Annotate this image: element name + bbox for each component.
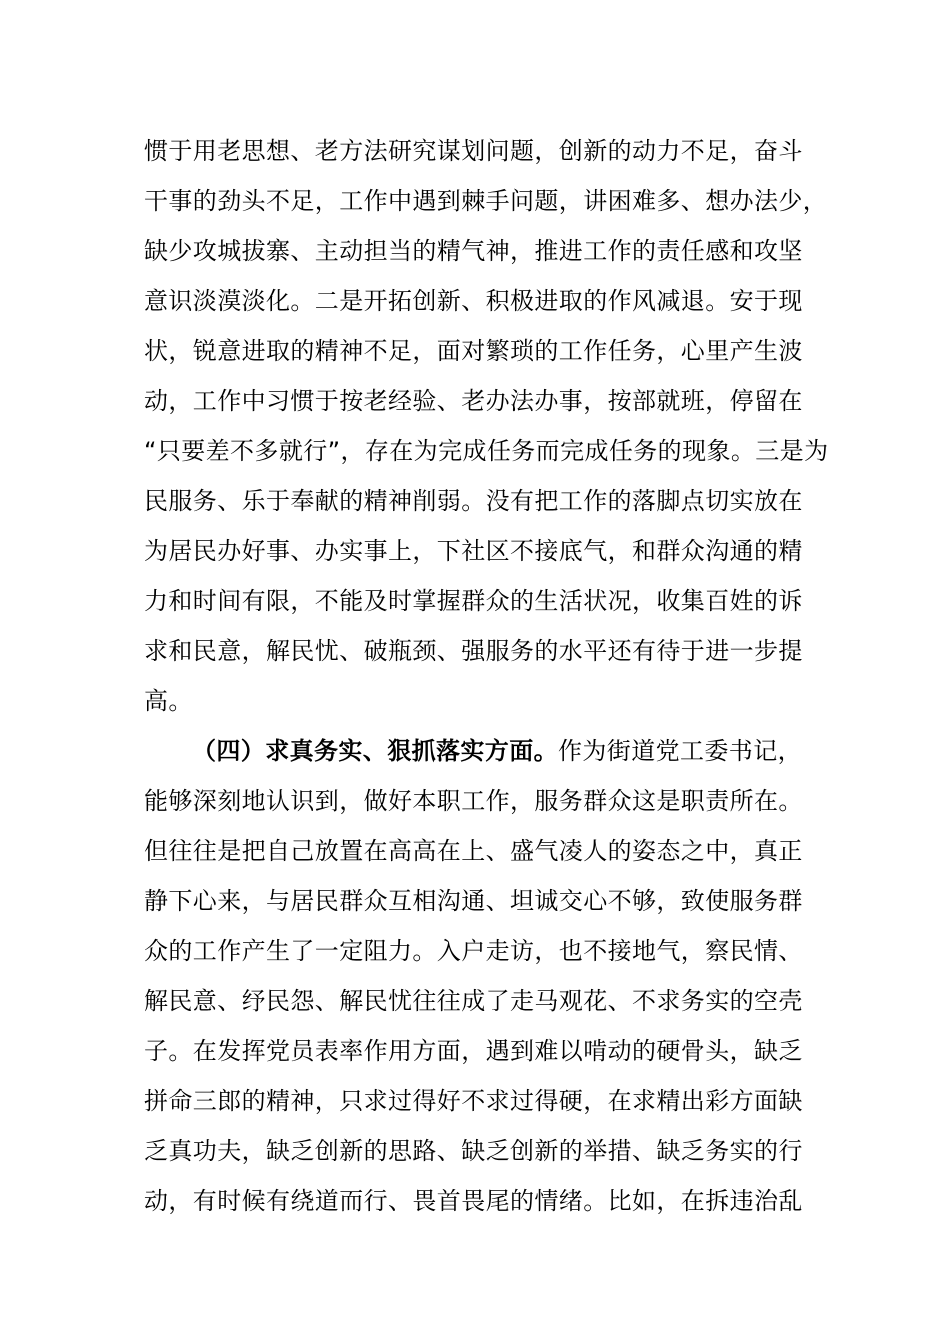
text-line: 惯于用老思想、老方法研究谋划问题，创新的动力不足，奋斗 bbox=[144, 137, 803, 165]
text-line: 但往往是把自己放置在高高在上、盛气凌人的姿态之中，真正 bbox=[144, 837, 803, 865]
text-line: 动，工作中习惯于按老经验、老办法办事，按部就班，停留在 bbox=[144, 387, 803, 415]
text-line: 高。 bbox=[144, 687, 193, 715]
section-heading-continuation: 作为街道党工委书记， bbox=[558, 737, 802, 765]
text-line: 子。在发挥党员表率作用方面，遇到难以啃动的硬骨头，缺乏 bbox=[144, 1037, 803, 1065]
text-line: 为居民办好事、办实事上，下社区不接底气，和群众沟通的精 bbox=[144, 537, 803, 565]
text-line: 拼命三郎的精神，只求过得好不求过得硬，在求精出彩方面缺 bbox=[144, 1087, 803, 1115]
paragraph-1 bbox=[144, 126, 829, 726]
paragraph-2 bbox=[144, 726, 824, 1226]
text-line: 意识淡漠淡化。二是开拓创新、积极进取的作风减退。安于现 bbox=[144, 287, 803, 315]
text-line: 状，锐意进取的精神不足，面对繁琐的工作任务，心里产生波 bbox=[144, 337, 803, 365]
text-line: 众的工作产生了一定阻力。入户走访，也不接地气，察民情、 bbox=[144, 937, 803, 965]
text-line: 乏真功夫，缺乏创新的思路、缺乏创新的举措、缺乏务实的行 bbox=[144, 1137, 803, 1165]
text-line: 民服务、乐于奉献的精神削弱。没有把工作的落脚点切实放在 bbox=[144, 487, 803, 515]
text-line: 缺少攻城拔寨、主动担当的精气神，推进工作的责任感和攻坚 bbox=[144, 237, 803, 265]
text-line: 解民意、纾民怨、解民忧往往成了走马观花、不求务实的空壳 bbox=[144, 987, 803, 1015]
text-line: 力和时间有限，不能及时掌握群众的生活状况，收集百姓的诉 bbox=[144, 587, 803, 615]
text-line: 求和民意，解民忧、破瓶颈、强服务的水平还有待于进一步提 bbox=[144, 637, 803, 665]
text-line: “只要差不多就行”，存在为完成任务而完成任务的现象。三是为 bbox=[144, 437, 829, 465]
section-heading-line bbox=[144, 726, 824, 776]
text-line: 动，有时候有绕道而行、畏首畏尾的情绪。比如，在拆违治乱 bbox=[144, 1187, 803, 1215]
document-body bbox=[144, 126, 829, 1226]
text-line: 静下心来，与居民群众互相沟通、坦诚交心不够，致使服务群 bbox=[144, 887, 803, 915]
text-line: 干事的劲头不足，工作中遇到棘手问题，讲困难多、想办法少， bbox=[144, 187, 828, 215]
section-heading: （四）求真务实、狠抓落实方面。 bbox=[192, 737, 558, 765]
text-line: 能够深刻地认识到，做好本职工作，服务群众这是职责所在。 bbox=[144, 787, 803, 815]
